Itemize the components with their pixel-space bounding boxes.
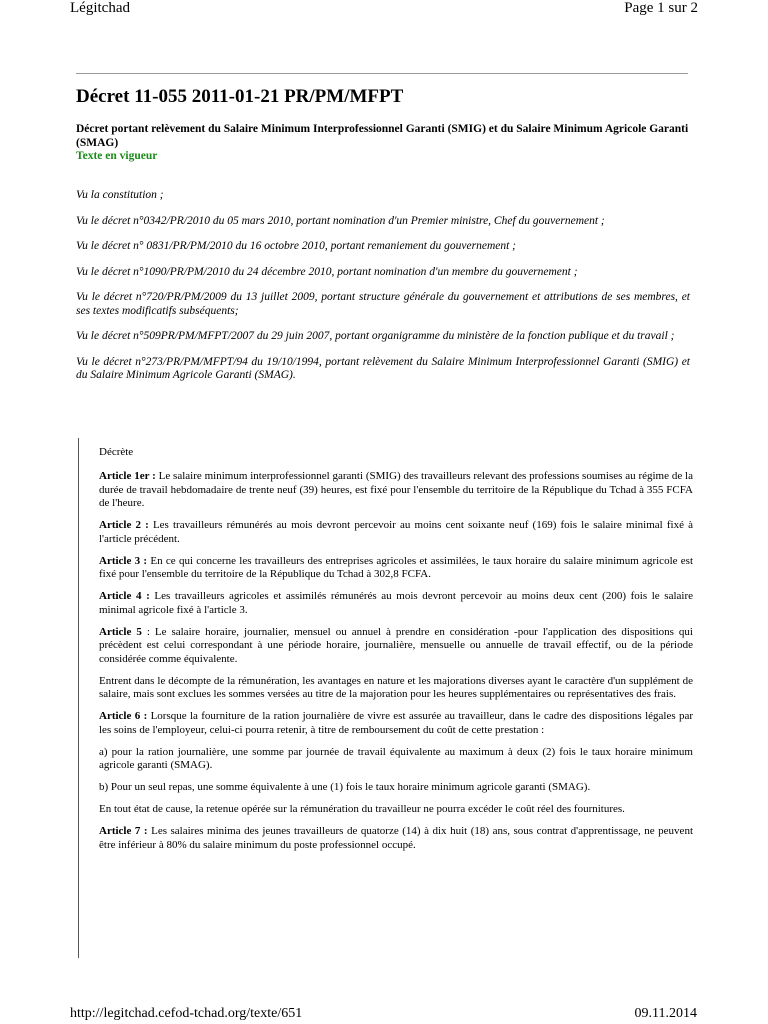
article-text: En tout état de cause, la retenue opérée sur la rémunération du travailleur ne pourra excéder le coût réel des fournitures. xyxy=(99,803,625,815)
article-text: Les travailleurs rémunérés au mois devront percevoir au moins cent soixante neuf (169) fois le salaire minimal fixé à l'article précédent. xyxy=(99,519,693,545)
preamble-item: Vu le décret n°720/PR/PM/2009 du 13 juillet 2009, portant structure générale du gouvernement et attributions de ses membres, et ses textes modificatifs subséquents; xyxy=(76,291,690,317)
article-text: Les travailleurs agricoles et assimilés rémunérés au mois devront percevoir au moins deux cent (200) fois le salaire minimal agricole fixé à l'article 3. xyxy=(99,590,693,616)
article-text: En ce qui concerne les travailleurs des entreprises agricoles et assimilées, le taux horaire du salaire minimum agricole est fixé pour l'ensemble du territoire de la République du Tchad à 302,8 FCFA. xyxy=(99,554,694,580)
article-paragraph xyxy=(99,626,693,667)
status-label: Texte en vigueur xyxy=(76,150,158,162)
article-label: Article 5 xyxy=(99,625,142,638)
print-date: 09.11.2014 xyxy=(634,1006,697,1021)
header-divider xyxy=(76,73,688,74)
article-text: Entrent dans le décompte de la rémunération, les avantages en nature et les majorations diverses ayant le caractère d'un supplément de salaire, mais sont exclues les sommes versées au titre de la majoration pour les heures supplémentaires ou représentatives des frais. xyxy=(99,674,693,700)
preamble-item: Vu le décret n° 0831/PR/PM/2010 du 16 octobre 2010, portant remaniement du gouvernement ; xyxy=(76,240,517,252)
article-paragraph xyxy=(99,825,693,852)
article-text: Les salaires minima des jeunes travailleurs de quatorze (14) à dix huit (18) ans, sous contrat d'apprentissage, ne peuvent être inférieur à 80% du salaire minimum du poste professionnel occupé. xyxy=(99,825,694,851)
article-text: Lorsque la fourniture de la ration journalière de vivre est assurée au travailleur, dans le cadre des dispositions légales par les soins de l'employeur, celui-ci pourra retenir, à titre de remboursement du coût de cette prestation : xyxy=(99,710,694,736)
article-text: : Le salaire horaire, journalier, mensuel ou annuel à prendre en considération -pour l'application des dispositions qui précèdent est celui correspondant à une période horaire, journalière, mensuelle ou annuelle de travail effectif, ou de la période considérée comme équivalente. xyxy=(99,625,693,665)
article-paragraph xyxy=(99,675,693,702)
article-text: Le salaire minimum interprofessionnel garanti (SMIG) des travailleurs relevant des professions soumises au régime de la durée de travail hebdomadaire de trente neuf (39) heures, est fixé pour l'ensemble du territoire de la République du Tchad à 355 FCFA de l'heure. xyxy=(99,470,693,509)
decree-title: Décret 11-055 2011-01-21 PR/PM/MFPT xyxy=(76,86,404,107)
article-label: Article 3 : xyxy=(99,554,148,567)
article-paragraph xyxy=(99,555,693,582)
article-text: a) pour la ration journalière, une somme par journée de travail équivalente au maximum à deux (2) fois le taux horaire minimum agricole garanti (SMAG). xyxy=(99,745,693,771)
preamble xyxy=(76,189,690,395)
article-text: b) Pour un seul repas, une somme équivalente à une (1) fois le taux horaire minimum agricole garanti (SMAG). xyxy=(99,781,591,793)
article-paragraph xyxy=(99,590,693,617)
site-name: Légitchad xyxy=(70,0,130,16)
article-paragraph xyxy=(99,470,693,511)
article-paragraph xyxy=(99,519,693,546)
decree-subtitle: Décret portant relèvement du Salaire Minimum Interprofessionnel Garanti (SMIG) et du Salaire Minimum Agricole Garanti (SMAG) xyxy=(76,123,689,149)
preamble-item: Vu la constitution ; xyxy=(76,189,164,201)
article-paragraph xyxy=(99,803,693,817)
article-label: Article 4 : xyxy=(99,590,150,602)
article-paragraph xyxy=(99,781,693,795)
article-paragraph xyxy=(99,746,693,773)
decree-body xyxy=(78,438,693,958)
article-label: Article 2 : xyxy=(99,519,149,531)
page-number: Page 1 sur 2 xyxy=(624,0,698,16)
preamble-item: Vu le décret n°1090/PR/PM/2010 du 24 décembre 2010, portant nomination d'un membre du gouvernement ; xyxy=(76,265,578,278)
preamble-item: Vu le décret n°273/PR/PM/MFPT/94 du 19/10/1994, portant relèvement du Salaire Minimum Interprofessionnel Garanti (SMIG) et du Salaire Minimum Agricole Garanti (SMAG). xyxy=(76,355,690,381)
preamble-item: Vu le décret n°0342/PR/2010 du 05 mars 2010, portant nomination d'un Premier ministre, Chef du gouvernement ; xyxy=(76,214,605,227)
preamble-item: Vu le décret n°509PR/PM/MFPT/2007 du 29 juin 2007, portant organigramme du ministère de la fonction publique et du travail ; xyxy=(76,330,675,342)
article-label: Article 7 : xyxy=(99,825,148,837)
decrete-label: Décrète xyxy=(99,446,134,458)
article-label: Article 6 : xyxy=(99,710,148,722)
page-url[interactable]: http://legitchad.cefod-tchad.org/texte/651 xyxy=(70,1006,303,1021)
article-label: Article 1er : xyxy=(99,470,156,482)
article-paragraph xyxy=(99,710,693,737)
